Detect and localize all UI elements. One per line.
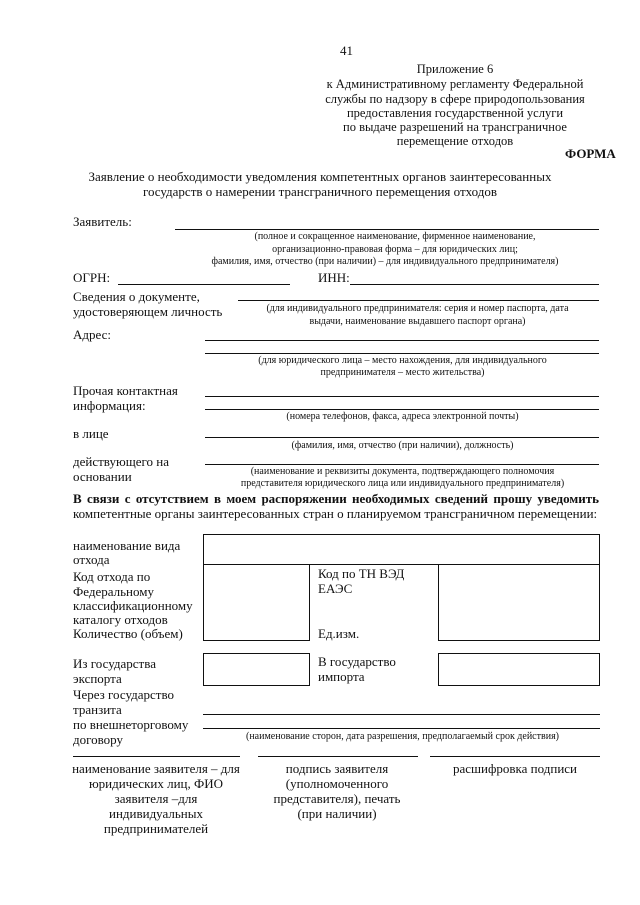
- applicant-label: Заявитель:: [73, 214, 132, 229]
- page-number: 41: [340, 43, 353, 58]
- label-text: наименование вида: [73, 538, 181, 553]
- word: отсутствием: [135, 491, 209, 506]
- document-title-line-2: государств о намерении трансграничного перемещения отходов: [142, 184, 498, 199]
- basis-label: основании: [73, 469, 132, 484]
- unit-label: Ед.изм.: [318, 626, 360, 641]
- id-document-label: Сведения о документе,: [73, 289, 200, 304]
- appendix-line: Приложение 6: [416, 62, 494, 76]
- form-label: ФОРМА: [565, 146, 616, 161]
- quantity-label: Количество (объем): [73, 626, 183, 641]
- address-field[interactable]: [205, 353, 599, 354]
- person-field[interactable]: [205, 437, 599, 438]
- basis-hint: представителя юридического лица или индивидуального предпринимателя): [240, 478, 565, 489]
- contract-field[interactable]: [203, 728, 600, 729]
- tnved-label: Код по ТН ВЭД: [318, 566, 405, 581]
- word: В: [73, 491, 82, 506]
- address-hint: предпринимателя – место жительства): [320, 367, 485, 378]
- waste-name-label: [73, 538, 198, 553]
- contacts-field[interactable]: [205, 409, 599, 410]
- contacts-label: информация:: [73, 398, 146, 413]
- contacts-hint: (номера телефонов, факса, адреса электронной почты): [286, 411, 519, 422]
- ogrn-field[interactable]: [118, 284, 290, 285]
- transit-field[interactable]: [203, 714, 600, 715]
- waste-code-field[interactable]: [203, 564, 310, 641]
- word: уведомить: [537, 491, 599, 506]
- applicant-field[interactable]: [175, 229, 599, 230]
- tnved-field[interactable]: [438, 564, 600, 641]
- document-title-line-1: Заявление о необходимости уведомления компетентных органов заинтересованных: [88, 169, 552, 184]
- appendix-line: к Административному регламенту Федеральной: [326, 77, 584, 91]
- address-field[interactable]: [205, 340, 599, 341]
- sig-text: представителя), печать: [273, 791, 401, 806]
- word: в: [213, 491, 221, 506]
- import-field[interactable]: [438, 653, 600, 686]
- transit-label: транзита: [73, 702, 122, 717]
- waste-code-label: Код отхода по: [73, 569, 151, 584]
- sig-text: индивидуальных: [108, 806, 203, 821]
- sig-text: наименование заявителя – для: [72, 761, 240, 776]
- id-document-label: удостоверяющем личность: [73, 304, 223, 319]
- contract-label: по внешнеторговому: [73, 717, 189, 732]
- waste-code-label: классификационному: [73, 598, 193, 613]
- export-label: экспорта: [73, 671, 122, 686]
- contract-label: договору: [73, 732, 124, 747]
- contacts-field[interactable]: [205, 396, 599, 397]
- word: связи: [87, 491, 120, 506]
- person-label: в лице: [73, 426, 109, 441]
- tnved-label: ЕАЭС: [318, 581, 353, 596]
- basis-field[interactable]: [205, 464, 599, 465]
- contract-hint: (наименование сторон, дата разрешения, предполагаемый срок действия): [245, 731, 559, 742]
- basis-hint: (наименование и реквизиты документа, подтверждающего полномочия: [250, 466, 555, 477]
- basis-label: действующего на: [73, 454, 169, 469]
- sig-text: (уполномоченного: [285, 776, 389, 791]
- person-hint: (фамилия, имя, отчество (при наличии), должность): [291, 440, 514, 451]
- waste-code-label: Федеральному: [73, 584, 154, 599]
- waste-name-field[interactable]: [203, 534, 600, 565]
- request-text-line-2: компетентные органы заинтересованных стран о планируемом трансграничном перемещении:: [73, 506, 598, 521]
- address-hint: (для юридического лица – место нахождения, для индивидуального: [258, 355, 547, 366]
- id-document-hint: (для индивидуального предпринимателя: серия и номер паспорта, дата: [266, 303, 569, 314]
- transit-label: Через государство: [73, 687, 175, 702]
- word: с: [124, 491, 131, 506]
- id-document-field[interactable]: [238, 300, 599, 301]
- export-label: Из государства: [73, 656, 156, 671]
- inn-label: ИНН:: [318, 270, 350, 285]
- address-label: Адрес:: [73, 327, 111, 342]
- applicant-name-line[interactable]: [73, 756, 240, 757]
- appendix-line: по выдаче разрешений на трансграничное: [343, 120, 567, 134]
- applicant-hint: (полное и сокращенное наименование, фирменное наименование,: [254, 231, 536, 242]
- inn-field[interactable]: [350, 284, 599, 285]
- appendix-line: службы по надзору в сфере природопользования: [325, 92, 585, 106]
- waste-name-label-2: отхода: [73, 552, 110, 567]
- word: прошу: [493, 491, 533, 506]
- sig-text: юридических лиц, ФИО: [88, 776, 224, 791]
- applicant-hint: организационно-правовая форма – для юридических лиц;: [272, 244, 518, 255]
- id-document-hint: выдачи, наименование выдавшего паспорт органа): [309, 316, 526, 327]
- signature-line[interactable]: [258, 756, 418, 757]
- applicant-hint: фамилия, имя, отчество (при наличии) – для индивидуального предпринимателя): [211, 256, 559, 267]
- appendix-line: предоставления государственной услуги: [346, 106, 564, 120]
- signature-decoding-line[interactable]: [430, 756, 600, 757]
- waste-code-label: каталогу отходов: [73, 612, 168, 627]
- sig-text: (при наличии): [297, 806, 377, 821]
- sig-text: расшифровка подписи: [452, 761, 578, 776]
- word: моем: [226, 491, 257, 506]
- sig-text: заявителя –для: [114, 791, 198, 806]
- import-label: импорта: [318, 669, 365, 684]
- word: необходимых: [352, 491, 430, 506]
- appendix-line: перемещение отходов: [396, 134, 514, 148]
- sig-text: подпись заявителя: [285, 761, 389, 776]
- contacts-label: Прочая контактная: [73, 383, 178, 398]
- import-label: В государство: [318, 654, 396, 669]
- sig-text: предпринимателей: [103, 821, 209, 836]
- ogrn-label: ОГРН:: [73, 270, 111, 285]
- word: распоряжении: [261, 491, 347, 506]
- word: сведений: [434, 491, 489, 506]
- export-field[interactable]: [203, 653, 310, 686]
- request-text-line-1: [73, 491, 599, 506]
